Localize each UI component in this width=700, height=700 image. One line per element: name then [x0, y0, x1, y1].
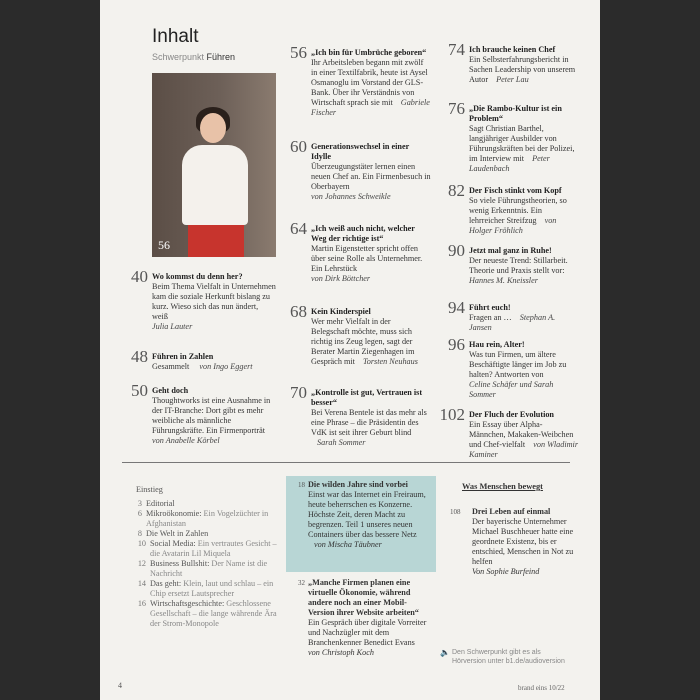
toc-entry-18[interactable] [298, 480, 432, 550]
toc-entry-68[interactable] [290, 302, 431, 367]
entry-page-number: 40 [131, 267, 148, 286]
entry-teaser: Ihr Arbeitsleben begann mit zwölf in einer Textilfabrik, heute ist Aysel Osmanoglu im Vorstand der GLS-Bank. Über ihr Verständnis von Wirtschaft sprach sie mit [311, 58, 428, 107]
item-page: 3 [137, 499, 142, 508]
speaker-icon: 🔈 [440, 648, 450, 657]
entry-page-number: 90 [448, 241, 465, 260]
entry-author: Sarah Sommer [317, 438, 366, 447]
toc-entry-94[interactable] [448, 298, 579, 333]
item-title: Mikroökonomie: [146, 509, 202, 518]
entry-page-number: 108 [450, 508, 461, 516]
entry-author: von Dirk Böttcher [311, 274, 371, 283]
toc-entry-82[interactable] [448, 181, 579, 236]
entry-title: Hau rein, Alter! [469, 340, 525, 349]
entry-teaser: Fragen an … [469, 313, 512, 322]
entry-teaser: Was tun Firmen, um ältere Beschäftigte länger im Job zu halten? Antworten von [469, 350, 567, 379]
item-page: 14 [137, 579, 146, 588]
entry-title: Der Fluch der Evolution [469, 410, 554, 419]
toc-entry-74[interactable] [448, 40, 579, 85]
item-subtitle: Ein Vogelzüchter in Afghanistan [146, 509, 269, 528]
audio-note [440, 648, 572, 666]
entry-page-number: 102 [439, 405, 465, 424]
entry-author: Hannes M. Kneissler [469, 276, 538, 285]
entry-page-number: 74 [448, 40, 465, 59]
toc-entry-76[interactable] [448, 99, 579, 174]
toc-entry-64[interactable] [290, 219, 431, 284]
page-number: 4 [118, 681, 122, 690]
toc-entry-60[interactable] [290, 137, 431, 202]
entry-teaser: Ein Gespräch über digitale Vorreiter und Nachzügler mit dem Branchenkenner Benedict Evans [308, 618, 427, 647]
item-subtitle: Der Name ist die Nachricht [150, 559, 268, 578]
entry-teaser: Ein Selbsterfahrungsbericht in Sachen Leadership von unserem Autor [469, 55, 576, 84]
magazine-page [100, 0, 600, 700]
item-page: 12 [137, 559, 146, 568]
entry-author: Von Sophie Burfeind [472, 567, 540, 576]
einstieg-heading: Einstieg [136, 485, 163, 494]
entry-title: „Kontrolle ist gut, Vertrauen ist besser“ [311, 388, 423, 407]
photo-face [200, 113, 226, 143]
entry-author: Torsten Neuhaus [362, 357, 418, 366]
was-menschen-heading: Was Menschen bewegt [462, 482, 543, 491]
entry-author: von Mischa Täubner [314, 540, 382, 549]
item-title: Das geht: [150, 579, 182, 588]
item-page: 10 [137, 539, 146, 548]
entry-author: Gabriele Fischer [311, 98, 430, 117]
portrait-photo [152, 73, 276, 257]
toc-entry-56[interactable] [290, 43, 431, 118]
entry-title: Geht doch [152, 386, 189, 395]
entry-author: Celine Schäfer und Sarah Sommer [469, 380, 554, 399]
entry-author: von Christoph Koch [308, 648, 374, 657]
entry-title: „Manche Firmen planen eine virtuelle Ökonomie, während andere noch an einer Mobil-Version ihrer Website arbeiten“ [308, 578, 419, 617]
toc-entry-50[interactable] [131, 381, 276, 446]
item-subtitle: Klein, laut und schlau – ein Chip ersetzt Lautsprecher [150, 579, 274, 598]
einstieg-section [136, 485, 286, 629]
einstieg-item[interactable] [136, 599, 286, 629]
focus-subtitle [152, 52, 235, 62]
entry-title: Wo kommst du denn her? [152, 272, 243, 281]
entry-page-number: 96 [448, 335, 465, 354]
entry-teaser: Überzeugungstäter lernen einen neuen Chef an. Ein Firmenbesuch in Oberbayern [311, 162, 431, 191]
entry-teaser: Wer mehr Vielfalt in der Belegschaft möchte, muss sich richtig ins Zeug legen, sagt der Berater Martin Ziegenhagen im Gespräch mit [311, 317, 415, 366]
entry-title: „Ich bin für Umbrüche geboren“ [311, 48, 427, 57]
entry-page-number: 64 [290, 219, 307, 238]
einstieg-item[interactable] [136, 559, 286, 579]
einstieg-item[interactable] [136, 579, 286, 599]
entry-teaser: Bei Verena Bentele ist das mehr als eine Phrase – die Präsidentin des VdK ist seit ihrer Geburt blind [311, 408, 427, 437]
entry-author: von Ingo Eggert [199, 362, 253, 371]
entry-page-number: 48 [131, 347, 148, 366]
entry-author: Peter Lau [496, 75, 529, 84]
entry-teaser: Beim Thema Vielfalt in Unternehmen kam die soziale Herkunft bislang zu kurz. Wieso sich das nun ändert, weiß [152, 282, 276, 321]
toc-entry-90[interactable] [448, 241, 579, 286]
entry-title: Der Fisch stinkt vom Kopf [469, 186, 562, 195]
entry-author: Stephan A. Jansen [469, 313, 556, 332]
toc-entry-40[interactable] [131, 267, 276, 332]
entry-teaser: Ein Essay über Alpha-Männchen, Makaken-Weibchen und Chef-vielfalt [469, 420, 574, 449]
toc-entry-32[interactable] [298, 578, 432, 658]
entry-page-number: 82 [448, 181, 465, 200]
entry-page-number: 68 [290, 302, 307, 321]
entry-teaser: Der bayerische Unternehmer Michael Buschheuer hatte eine geordnete Existenz, bis er entschied, Menschen in Not zu helfen [472, 517, 574, 566]
entry-title: Führen in Zahlen [152, 352, 214, 361]
einstieg-item[interactable] [136, 529, 286, 539]
item-title: Die Welt in Zahlen [146, 529, 209, 538]
item-title: Business Bullshit: [150, 559, 210, 568]
entry-title: „Die Rambo-Kultur ist ein Problem“ [469, 104, 562, 123]
toc-entry-102[interactable] [439, 405, 579, 460]
toc-entry-48[interactable] [131, 347, 276, 372]
toc-entry-70[interactable] [290, 383, 431, 448]
entry-page-number: 50 [131, 381, 148, 400]
entry-author: von Wladimir Kaminer [469, 440, 579, 459]
entry-page-number: 76 [448, 99, 465, 118]
entry-page-number: 32 [298, 579, 305, 587]
issue-label: brand eins 10/22 [518, 684, 565, 692]
einstieg-item[interactable] [136, 509, 286, 529]
entry-title: Kein Kinderspiel [311, 307, 371, 316]
audio-note-text: Den Schwerpunkt gibt es als Hörversion unter b1.de/audioversion [452, 649, 565, 665]
subtitle-prefix: Schwerpunkt [152, 52, 205, 62]
entry-teaser: So viele Führungstheorien, so wenig Erkenntnis. Ein lehrreicher Streifzug [469, 196, 567, 225]
section-divider [122, 462, 570, 463]
einstieg-item[interactable] [136, 539, 286, 559]
photo-page-number: 56 [158, 238, 170, 252]
photo-skirt [188, 225, 244, 257]
entry-title: Generationswechsel in einer Idylle [311, 142, 410, 161]
entry-page-number: 60 [290, 137, 307, 156]
entry-title: Die wilden Jahre sind vorbei [308, 480, 408, 489]
toc-entry-96[interactable] [448, 335, 579, 400]
entry-author: von Holger Fröhlich [469, 216, 557, 235]
entry-teaser: Thoughtworks ist eine Ausnahme in der IT-Branche: Dort gibt es mehr weibliche als männliche Führungskräfte. Ein Firmenporträt [152, 396, 271, 435]
entry-title: Drei Leben auf einmal [472, 507, 551, 516]
toc-entry-108[interactable] [450, 507, 576, 577]
item-page: 16 [137, 599, 146, 608]
entry-title: Führt euch! [469, 303, 511, 312]
entry-teaser: Der neueste Trend: Stillarbeit. Theorie und Praxis stellt vor: [469, 256, 568, 275]
entry-teaser: Sagt Christian Barthel, langjähriger Ausbilder von Führungskräften bei der Polizei, im Interview mit [469, 124, 575, 163]
item-title: Editorial [146, 499, 175, 508]
einstieg-item[interactable] [136, 499, 286, 509]
item-subtitle: Geschlossene Gesellschaft – die lange währende Ära der Strom-Monopole [150, 599, 277, 628]
entry-author: von Johannes Schweikle [311, 192, 391, 201]
entry-title: Ich brauche keinen Chef [469, 45, 556, 54]
photo-shirt [182, 145, 248, 225]
entry-teaser: Martin Eigenstetter spricht offen über seine Rolle als Unternehmer. Ein Lehrstück [311, 244, 423, 273]
entry-teaser: Einst war das Internet ein Freiraum, heute beherrschen es Konzerne. Höchste Zeit, deren Macht zu begrenzen. Teil 1 unseres neuen Containers über das bessere Netz [308, 490, 426, 539]
entry-title: Jetzt mal ganz in Ruhe! [469, 246, 552, 255]
item-title: Wirtschaftsgeschichte: [150, 599, 225, 608]
entry-page-number: 56 [290, 43, 307, 62]
entry-author: von Anabelle Körbel [152, 436, 220, 445]
entry-author: Peter Laudenbach [469, 154, 550, 173]
item-page: 8 [137, 529, 142, 538]
item-title: Social Media: [150, 539, 196, 548]
page-title: Inhalt [152, 26, 199, 47]
entry-author: Julia Lauter [152, 322, 193, 331]
entry-title: „Ich weiß auch nicht, welcher Weg der richtige ist“ [311, 224, 415, 243]
item-subtitle: Ein vertrautes Gesicht – die Avatarin Lil Miquela [150, 539, 277, 558]
entry-page-number: 18 [298, 481, 305, 489]
entry-teaser: Gesammelt [152, 362, 190, 371]
item-page: 6 [137, 509, 142, 518]
subtitle-bold: Führen [206, 52, 236, 62]
entry-page-number: 70 [290, 383, 307, 402]
entry-page-number: 94 [448, 298, 465, 317]
